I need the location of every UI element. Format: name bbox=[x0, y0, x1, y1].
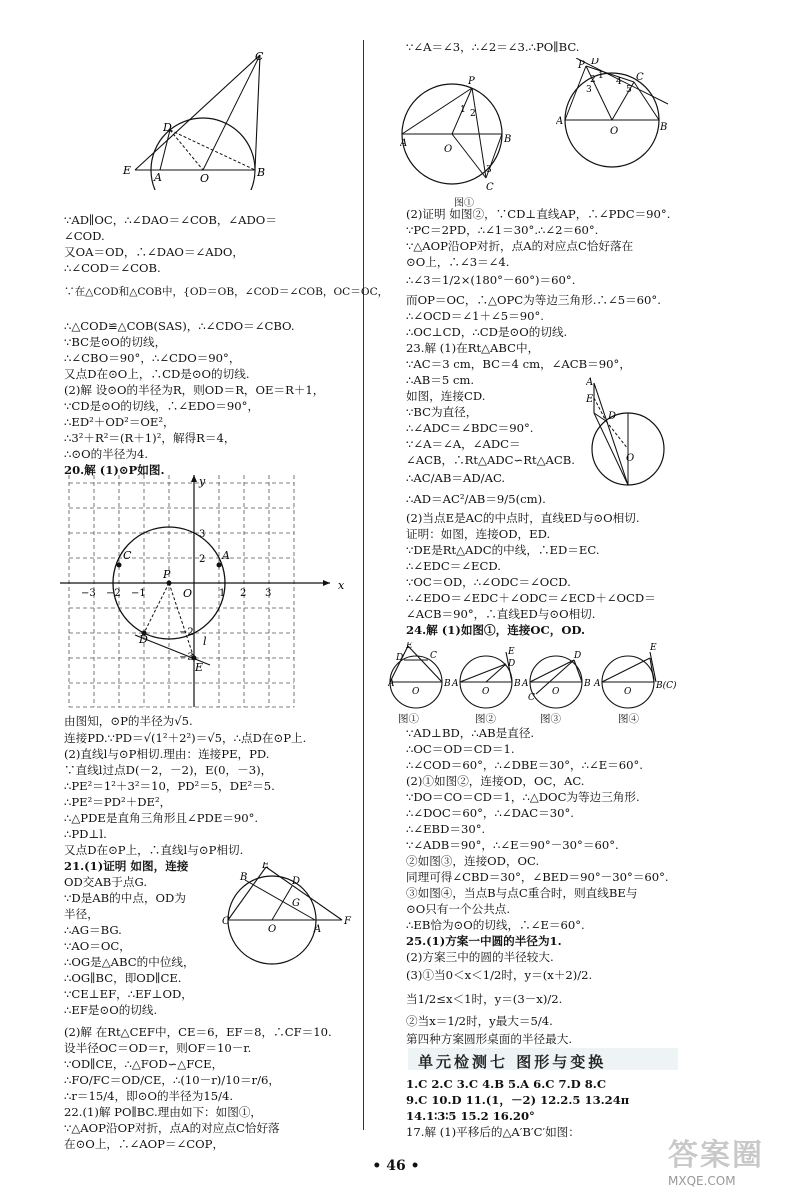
line-R23: ∵OC＝OD，∴∠ODC＝∠OCD. bbox=[406, 575, 571, 589]
svg-text:B: B bbox=[257, 166, 266, 179]
svg-text:A: A bbox=[594, 679, 601, 689]
svg-text:B(C): B(C) bbox=[656, 681, 677, 691]
svg-text:A: A bbox=[154, 171, 162, 184]
svg-text:x: x bbox=[338, 579, 345, 592]
svg-text:E: E bbox=[586, 394, 594, 405]
svg-text:E: E bbox=[123, 164, 132, 177]
svg-text:A: A bbox=[222, 549, 230, 562]
svg-text:F: F bbox=[344, 916, 351, 927]
svg-text:C: C bbox=[636, 72, 644, 83]
line-L16: 连接PD.∵PD＝√(1²＋2²)＝√5，∴点D在⊙P上. bbox=[64, 731, 307, 745]
line-L34: (2)解 在Rt△CEF中，CE＝6，EF＝8，∴CF＝10. bbox=[64, 1025, 332, 1039]
svg-text:O: O bbox=[552, 687, 560, 697]
section-title: 单元检测七 图形与变换 bbox=[418, 1053, 607, 1071]
svg-text:−2: −2 bbox=[106, 588, 121, 599]
fig-24-label-3: 图③ bbox=[540, 713, 561, 725]
svg-text:2: 2 bbox=[470, 109, 476, 119]
svg-text:A: A bbox=[452, 679, 459, 689]
svg-text:O: O bbox=[183, 587, 193, 600]
line-L17: (2)直线l与⊙P相切.理由：连接PE，PD. bbox=[64, 747, 270, 761]
line-R2: ∵PC＝2PD，∴∠1＝30°.∴∠2＝60°. bbox=[406, 223, 599, 237]
line-L27: 半径， bbox=[64, 907, 99, 921]
svg-text:1: 1 bbox=[460, 105, 466, 115]
line-L37: ∴FO/FC＝OD/CE，∴(10－r)/10＝r/6， bbox=[64, 1073, 280, 1087]
line-R40: 25.(1)方案一中圆的半径为1. bbox=[406, 934, 562, 948]
line-L6: ∵BC是⊙O的切线， bbox=[64, 335, 167, 349]
line-L23: 又点D在⊙P上，∴直线l与⊙P相切. bbox=[64, 843, 244, 857]
svg-text:D: D bbox=[292, 876, 301, 887]
svg-text:C: C bbox=[255, 50, 264, 63]
svg-text:B: B bbox=[504, 134, 512, 145]
figure-23 bbox=[586, 375, 676, 495]
svg-text:4: 4 bbox=[616, 77, 622, 87]
svg-text:y: y bbox=[199, 475, 206, 488]
line-R42: (3)①当0＜x＜1/2时，y＝(x＋2)/2. bbox=[406, 968, 593, 982]
line-R32: ∴∠DOC＝60°，∴∠DAC＝30°. bbox=[406, 806, 574, 820]
line-R22: ∴∠EDC＝∠ECD. bbox=[406, 559, 501, 573]
line-L5: ∴△COD≌△COB(SAS)，∴∠CDO＝∠CBO. bbox=[64, 319, 295, 333]
svg-text:C: C bbox=[528, 693, 535, 703]
line-L19: ∴PE²＝1²＋3²＝10，PD²＝5，DE²＝5. bbox=[64, 779, 275, 793]
svg-text:D: D bbox=[591, 58, 600, 67]
svg-text:−3: −3 bbox=[179, 652, 194, 663]
line-L38: ∴r＝15/4，即⊙O的半径为15/4. bbox=[64, 1089, 234, 1103]
line-L10: ∵CD是⊙O的切线，∴∠EDO＝90°， bbox=[64, 399, 260, 413]
line-R12: 如图，连接CD. bbox=[406, 389, 486, 403]
svg-text:B: B bbox=[660, 122, 668, 133]
line-L33: ∴EF是⊙O的切线. bbox=[64, 1003, 158, 1017]
line-L28: ∴AG＝BG. bbox=[64, 923, 122, 937]
svg-text:A: A bbox=[522, 679, 529, 689]
svg-text:O: O bbox=[444, 144, 453, 155]
line-R19: (2)当点E是AC的中点时，直线ED与⊙O相切. bbox=[406, 511, 640, 525]
svg-text:1: 1 bbox=[219, 588, 226, 599]
figure-19 bbox=[115, 50, 285, 190]
line-L11: ∴ED²＋OD²＝OE²， bbox=[64, 415, 175, 429]
line-R43: 当1/2≤x＜1时，y＝(3－x)/2. bbox=[406, 992, 563, 1006]
line-R24: ∴∠EDO＝∠EDC＋∠ODC＝∠ECD＋∠OCD＝ bbox=[406, 591, 656, 605]
line-R6: 而OP＝OC，∴△OPC为等边三角形.∴∠5＝60°. bbox=[406, 293, 661, 307]
svg-text:G: G bbox=[292, 898, 300, 909]
svg-text:D: D bbox=[139, 633, 148, 646]
line-R45: 第四种方案圆形桌面的半径最大. bbox=[406, 1032, 572, 1046]
svg-text:E: E bbox=[195, 661, 204, 674]
svg-text:O: O bbox=[268, 924, 277, 935]
fig-24-label-1: 图① bbox=[398, 713, 419, 725]
line-R3: ∵△AOP沿OP对折，点A的对应点C恰好落在 bbox=[406, 239, 634, 253]
figure-24-row bbox=[388, 642, 778, 722]
line-L15: 由图知，⊙P的半径为√5. bbox=[64, 714, 193, 728]
svg-text:D: D bbox=[163, 121, 172, 134]
fig-24-label-4: 图④ bbox=[618, 713, 639, 725]
line-R26: 24.解 (1)如图①，连接OC，OD. bbox=[406, 623, 586, 637]
line-R17: ∴AC/AB＝AD/AC. bbox=[406, 471, 506, 485]
line-L26: ∵D是AB的中点，OD为 bbox=[64, 891, 186, 905]
svg-text:3: 3 bbox=[586, 85, 592, 95]
line-R9: 23.解 (1)在Rt△ABC中， bbox=[406, 341, 540, 355]
svg-text:B: B bbox=[240, 872, 248, 883]
line-R15: ∵∠A＝∠A，∠ADC＝ bbox=[406, 437, 521, 451]
svg-text:P: P bbox=[468, 76, 475, 87]
fig-22-1-label: 图① bbox=[454, 198, 474, 209]
svg-text:−3: −3 bbox=[81, 588, 96, 599]
line-L9: (2)解 设⊙O的半径为R，则OD＝R，OE＝R＋1， bbox=[64, 383, 325, 397]
svg-text:A: A bbox=[314, 924, 322, 935]
svg-text:A: A bbox=[556, 116, 564, 127]
svg-text:C: C bbox=[123, 549, 132, 562]
line-L31: ∴OG∥BC，即OD∥CE. bbox=[64, 971, 182, 985]
line-R25: ∠ACB＝90°，∴直线ED与⊙O相切. bbox=[406, 607, 596, 621]
line-L41: 在⊙O上，∴∠AOP＝∠COP， bbox=[64, 1137, 225, 1151]
svg-text:O: O bbox=[412, 687, 420, 697]
line-R20: 证明：如图，连接OD，ED. bbox=[406, 527, 551, 541]
line-R28: ∴OC＝OD＝CD＝1. bbox=[406, 742, 515, 756]
svg-text:D: D bbox=[396, 653, 404, 663]
svg-text:O: O bbox=[626, 453, 635, 464]
svg-text:O: O bbox=[610, 126, 619, 137]
line-L13: ∴⊙O的半径为4. bbox=[64, 447, 149, 461]
svg-text:P: P bbox=[163, 568, 171, 581]
line-R38: ⊙O只有一个公共点. bbox=[406, 902, 511, 916]
line-L1: ∠COD. bbox=[64, 229, 105, 243]
line-R33: ∴∠EBD＝30°. bbox=[406, 822, 486, 836]
line-L25: OD交AB于点G. bbox=[64, 875, 148, 889]
line-L30: ∴OG是△ABC的中位线， bbox=[64, 955, 195, 969]
svg-text:C: C bbox=[430, 651, 437, 661]
line-R13: ∵BC为直径， bbox=[406, 405, 478, 419]
line-L2: 又OA＝OD，∴∠DAO＝∠ADO， bbox=[64, 245, 245, 259]
line-R21: ∵DE是Rt△ADC的中线，∴ED＝EC. bbox=[406, 543, 600, 557]
line-R16: ∠ACB，∴Rt△ADC∽Rt△ACB. bbox=[406, 453, 575, 467]
line-R36: 同理可得∠CBD＝30°，∠BED＝90°－30°＝60°. bbox=[406, 870, 669, 884]
line-L3: ∴∠COD＝∠COB. bbox=[64, 261, 161, 275]
figure-20-grid bbox=[55, 475, 345, 710]
svg-text:E: E bbox=[406, 642, 413, 651]
line-R1: (2)证明 如图②，∵CD⊥直线AP，∴∠PDC＝90°. bbox=[406, 207, 671, 221]
line-R49: 17.解 (1)平移后的△A′B′C′如图： bbox=[406, 1125, 580, 1139]
svg-text:C: C bbox=[222, 916, 230, 927]
svg-text:3: 3 bbox=[265, 588, 272, 599]
svg-text:P: P bbox=[578, 60, 585, 71]
svg-text:−2: −2 bbox=[179, 627, 194, 638]
line-R30: (2)①如图②，连接OD，OC，AC. bbox=[406, 774, 585, 788]
svg-text:D: D bbox=[508, 659, 516, 669]
line-L35: 设半径OC＝OD＝r，则OF＝10－r. bbox=[64, 1041, 252, 1055]
figure-22-2 bbox=[556, 58, 676, 168]
line-R34: ∵∠ADB＝90°，∴∠E＝90°－30°＝60°. bbox=[406, 838, 619, 852]
figure-21 bbox=[222, 862, 362, 972]
line-L14: 20.解 (1)⊙P如图. bbox=[64, 463, 165, 477]
line-R10: ∵AC＝3 cm，BC＝4 cm，∠ACB＝90°， bbox=[406, 357, 631, 371]
line-R27: ∵AD⊥BD，∴AB是直径. bbox=[406, 726, 535, 740]
line-R31: ∵DO＝CO＝CD＝1，∴△DOC为等边三角形. bbox=[406, 790, 640, 804]
svg-text:B: B bbox=[444, 679, 451, 689]
svg-text:A: A bbox=[388, 679, 395, 689]
line-L0: ∵AD∥OC，∴∠DAO＝∠COB，∠ADO＝ bbox=[64, 213, 277, 227]
svg-text:E: E bbox=[262, 862, 270, 871]
svg-text:A: A bbox=[400, 138, 408, 149]
line-L4: ∵在△COD和△COB中，{OD＝OB，∠COD＝∠COB，OC＝OC， bbox=[64, 286, 389, 298]
svg-text:D: D bbox=[608, 411, 617, 422]
column-divider bbox=[363, 40, 364, 1130]
line-L29: ∵AO＝OC， bbox=[64, 939, 131, 953]
line-R18: ∴AD＝AC²/AB＝9/5(cm). bbox=[406, 492, 546, 506]
line-R35: ②如图③，连接OD，OC. bbox=[406, 854, 540, 868]
line-L40: ∵△AOP沿OP对折，点A的对应点C恰好落 bbox=[64, 1121, 280, 1135]
line-L7: ∴∠CBO＝90°，∴∠CDO＝90°， bbox=[64, 351, 241, 365]
line-L39: 22.(1)解 PO∥BC.理由如下：如图①， bbox=[64, 1105, 263, 1119]
svg-text:B: B bbox=[514, 679, 521, 689]
line-R44: ②当x＝1/2时，y最大＝5/4. bbox=[406, 1014, 553, 1028]
line-L20: ∴PE²＝PD²＋DE²， bbox=[64, 795, 172, 809]
page-number: • 46 • bbox=[372, 1158, 420, 1174]
svg-text:3: 3 bbox=[199, 529, 206, 540]
line-R14: ∴∠ADC＝∠BDC＝90°. bbox=[406, 421, 534, 435]
line-R41: (2)方案三中的圆的半径较大. bbox=[406, 950, 554, 964]
line-R39: ∴EB恰为⊙O的切线，∴∠E＝60°. bbox=[406, 918, 585, 932]
line-R29: ∴∠COD＝60°，∴∠DBE＝30°，∴∠E＝60°. bbox=[406, 758, 643, 772]
line-R48: 14.1∶3∶5 15.2 16.20° bbox=[406, 1109, 535, 1123]
line-L36: ∵OD∥CE，∴△FOD∽△FCE， bbox=[64, 1057, 224, 1071]
fig-24-label-2: 图② bbox=[475, 713, 496, 725]
line-L8: 又点D在⊙O上，∴CD是⊙O的切线. bbox=[64, 367, 250, 381]
line-R8: ∴OC⊥CD，∴CD是⊙O的切线. bbox=[406, 325, 568, 339]
svg-text:C: C bbox=[486, 182, 494, 193]
line-R4: ⊙O上，∴∠3＝∠4. bbox=[406, 255, 510, 269]
svg-text:l: l bbox=[203, 635, 207, 648]
svg-text:1: 1 bbox=[598, 71, 604, 81]
line-L18: ∵直线l过点D(－2，－2)，E(0，－3)， bbox=[64, 763, 273, 777]
line-R7: ∴∠OCD＝∠1＋∠5＝90°. bbox=[406, 309, 544, 323]
svg-text:E: E bbox=[650, 643, 657, 653]
figure-22-1 bbox=[400, 72, 530, 197]
svg-text:D: D bbox=[574, 651, 582, 661]
svg-text:O: O bbox=[482, 687, 490, 697]
line-L21: ∴△PDE是直角三角形且∠PDE＝90°. bbox=[64, 811, 259, 825]
svg-text:3: 3 bbox=[486, 165, 492, 175]
svg-text:−1: −1 bbox=[131, 588, 146, 599]
svg-text:2: 2 bbox=[199, 554, 206, 565]
svg-text:A: A bbox=[586, 377, 594, 388]
line-L32: ∵CE⊥EF，∴EF⊥OD， bbox=[64, 987, 193, 1001]
line-R0: ∵∠A＝∠3，∴∠2＝∠3.∴PO∥BC. bbox=[406, 40, 580, 54]
line-R47: 9.C 10.D 11.(1，－2) 12.2.5 13.24π bbox=[406, 1093, 630, 1107]
line-R37: ③如图④，当点B与点C重合时，则直线BE与 bbox=[406, 886, 638, 900]
watermark-logo: 答案圈 MXQE.COM bbox=[668, 1138, 764, 1188]
line-L24: 21.(1)证明 如图，连接 bbox=[64, 859, 189, 873]
line-R46: 1.C 2.C 3.C 4.B 5.A 6.C 7.D 8.C bbox=[406, 1077, 607, 1091]
line-R5: ∴∠3＝1/2×(180°－60°)＝60°. bbox=[406, 273, 576, 287]
svg-text:5: 5 bbox=[626, 85, 632, 95]
svg-text:B: B bbox=[584, 679, 591, 689]
svg-text:2: 2 bbox=[240, 588, 247, 599]
svg-text:O: O bbox=[200, 172, 210, 185]
svg-text:O: O bbox=[624, 687, 632, 697]
line-L12: ∴3²＋R²＝(R＋1)²，解得R＝4， bbox=[64, 431, 236, 445]
svg-text:E: E bbox=[508, 647, 515, 657]
svg-text:2: 2 bbox=[590, 75, 596, 85]
line-L22: ∴PD⊥l. bbox=[64, 827, 107, 841]
line-R11: ∴AB＝5 cm. bbox=[406, 373, 475, 387]
